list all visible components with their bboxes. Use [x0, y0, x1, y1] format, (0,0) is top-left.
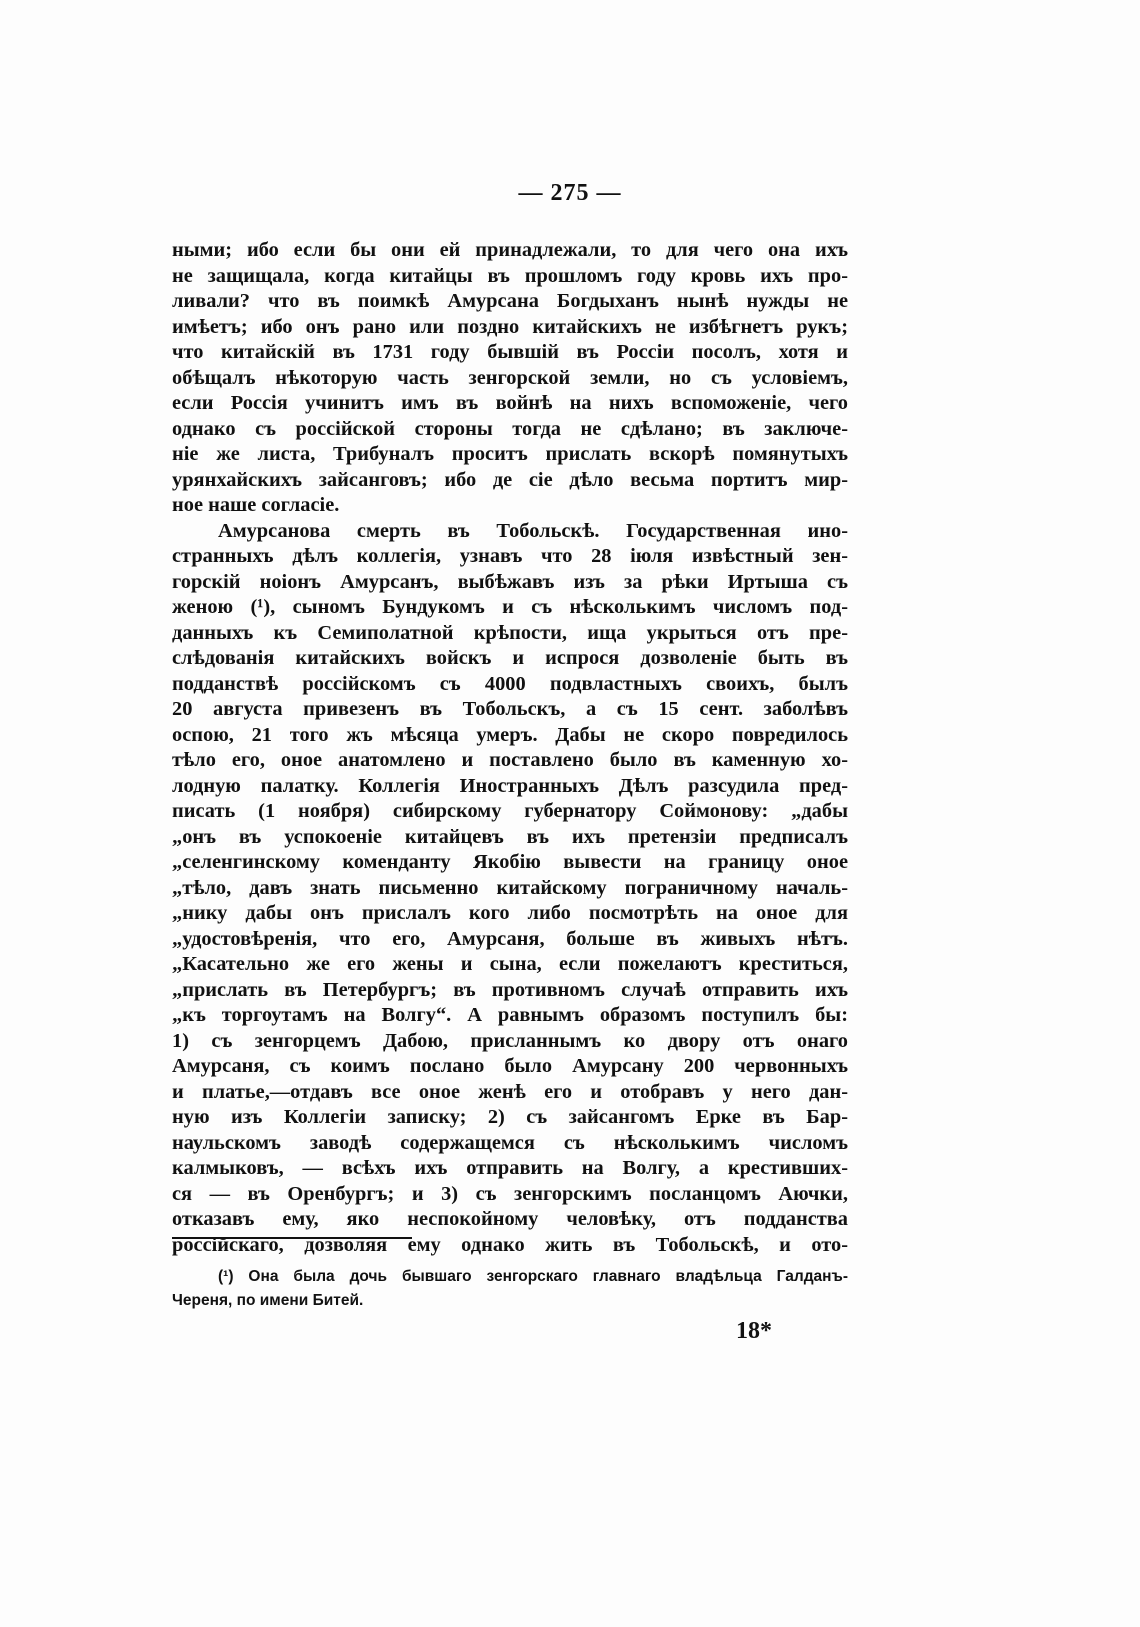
- text-line: „нику дабы онъ прислалъ кого либо посмотрѣть на оное для: [172, 902, 848, 924]
- text-line: имѣетъ; ибо онъ рано или поздно китайскихъ не избѣгнетъ рукъ;: [172, 315, 848, 338]
- text-line: ную изъ Коллегіи записку; 2) съ зайсангомъ Ерке въ Бар-: [172, 1106, 848, 1128]
- footnote: [172, 1265, 848, 1313]
- text-line: лодную палатку. Коллегія Иностранныхъ Дѣлъ разсудила пред-: [172, 774, 848, 797]
- main-text: [172, 238, 848, 1258]
- page-number-header: — 275 —: [518, 180, 622, 206]
- text-line: наульскомъ заводѣ содержащемся съ нѣсколькимъ числомъ: [172, 1131, 848, 1154]
- text-line: „къ торгоутамъ на Волгу“. А равнымъ образомъ поступилъ бы:: [172, 1004, 848, 1026]
- signature-mark: 18*: [736, 1318, 772, 1344]
- text-line: обѣщалъ нѣкоторую часть зенгорской земли, но съ условіемъ,: [172, 366, 848, 389]
- text-line: если Россія учинитъ имъ въ войнѣ на нихъ вспоможеніе, чего: [172, 392, 848, 414]
- text-line: россійскаго, дозволяя ему однако жить въ Тобольскѣ, и ото-: [172, 1233, 848, 1256]
- text-line: ніе же листа, Трибуналъ проситъ прислать вскорѣ помянутыхъ: [172, 443, 848, 465]
- text-line: подданствѣ россійскомъ съ 4000 подвластныхъ своихъ, былъ: [172, 672, 848, 695]
- text-line: „селенгинскому коменданту Якобію вывести на границу оное: [172, 851, 848, 873]
- text-line: 1) съ зенгорцемъ Дабою, присланнымъ ко двору отъ онаго: [172, 1029, 848, 1052]
- text-line: странныхъ дѣлъ коллегія, узнавъ что 28 іюля извѣстный зен-: [172, 545, 848, 567]
- text-line: урянхайскихъ зайсанговъ; ибо де сіе дѣло весьма портитъ мир-: [172, 468, 848, 491]
- text-line: калмыковъ, — всѣхъ ихъ отправить на Волгу, а крестивших-: [172, 1157, 848, 1179]
- text-line: оспою, 21 того жъ мѣсяца умеръ. Дабы не скоро повредилось: [172, 723, 848, 746]
- text-line: „онъ въ успокоеніе китайцевъ въ ихъ претензіи предписалъ: [172, 825, 848, 848]
- text-line: „тѣло, давъ знать письменно китайскому пограничному началь-: [172, 876, 848, 899]
- text-line: Амурсанова смерть въ Тобольскѣ. Государственная ино-: [218, 519, 848, 542]
- text-line: ными; ибо если бы они ей принадлежали, то для чего она ихъ: [172, 239, 848, 261]
- text-line: что китайскій въ 1731 году бывшій въ Россіи посолъ, хотя и: [172, 341, 848, 363]
- text-line: данныхъ къ Семиполатной крѣпости, ища укрыться отъ пре-: [172, 621, 848, 644]
- footnote-line: (¹) Она была дочь бывшаго зенгорскаго главнаго владѣльца Галданъ-: [218, 1268, 848, 1285]
- text-line: однако съ россійской стороны тогда не сдѣлано; въ заключе-: [172, 417, 848, 440]
- text-line: ся — въ Оренбургъ; и 3) съ зенгорскимъ посланцомъ Аючки,: [172, 1182, 848, 1205]
- text-line: отказавъ ему, яко неспокойному человѣку, отъ подданства: [172, 1208, 848, 1230]
- text-line: „прислать въ Петербургъ; въ противномъ случаѣ отправить ихъ: [172, 978, 848, 1001]
- text-line: „Касательно же его жены и сына, если пожелаютъ креститься,: [172, 953, 848, 975]
- text-line: ливали? что въ поимкѣ Амурсана Богдыханъ нынѣ нужды не: [172, 290, 848, 312]
- text-line: не защищала, когда китайцы въ прошломъ году кровь ихъ про-: [172, 264, 848, 287]
- text-line: женою (¹), сыномъ Бундукомъ и съ нѣсколькимъ числомъ под-: [172, 596, 848, 618]
- text-line: и платье,—отдавъ все оное женѣ его и отобравъ у него дан-: [172, 1080, 848, 1103]
- text-line: писать (1 ноября) сибирскому губернатору Соймонову: „дабы: [172, 800, 848, 822]
- text-line: ное наше согласіе.: [172, 494, 340, 516]
- footnote-line: Череня, по имени Битей.: [172, 1292, 364, 1309]
- text-line: тѣло его, оное анатомлено и поставлено было въ каменную хо-: [172, 749, 848, 771]
- text-line: Амурсаня, съ коимъ послано было Амурсану 200 червонныхъ: [172, 1055, 848, 1077]
- text-line: слѣдованія китайскихъ войскъ и испрося дозволеніе быть въ: [172, 647, 848, 669]
- text-line: „удостовѣренія, что его, Амурсаня, больше въ живыхъ нѣтъ.: [172, 927, 848, 950]
- text-line: горскій ноіонъ Амурсанъ, выбѣжавъ изъ за рѣки Иртыша съ: [172, 570, 848, 593]
- text-line: 20 августа привезенъ въ Тобольскъ, а съ 15 сент. заболѣвъ: [172, 698, 848, 720]
- footnote-divider: [172, 1237, 412, 1239]
